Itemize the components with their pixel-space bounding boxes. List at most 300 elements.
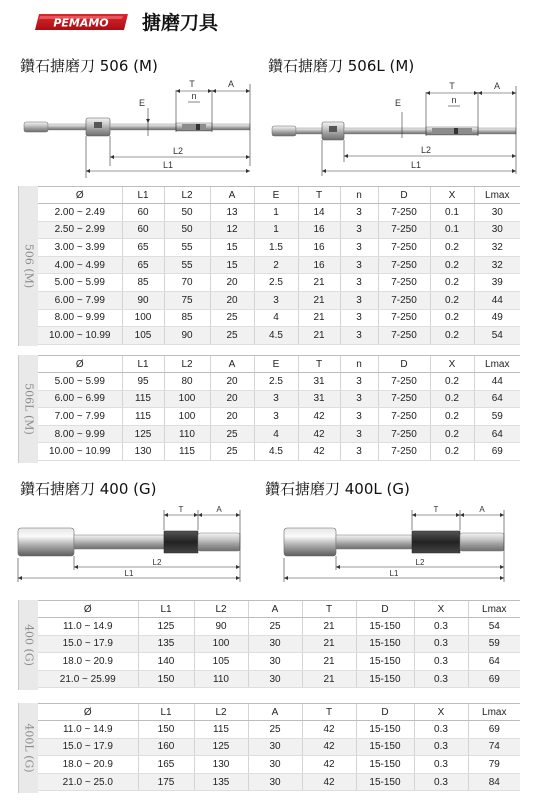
table-row	[38, 721, 520, 739]
table-cell: 25	[248, 618, 302, 636]
diameter-range-cell: 10.00 ~ 10.99	[38, 443, 122, 461]
table-row	[38, 239, 520, 257]
diameter-range-cell: 6.00 ~ 7.99	[38, 291, 122, 309]
col-header: T	[298, 356, 340, 373]
col-header: n	[340, 187, 378, 204]
table-row	[38, 635, 520, 653]
col-header: T	[298, 187, 340, 204]
col-header: L1	[138, 704, 194, 721]
table-cell: 30	[248, 773, 302, 791]
col-header: Lmax	[468, 601, 520, 618]
table-cell: 42	[298, 425, 340, 443]
table-cell: 1	[254, 204, 298, 222]
table-cell: 30	[248, 653, 302, 671]
table-cell: 21	[298, 291, 340, 309]
table-cell: 0.2	[430, 239, 474, 257]
spec-table-400	[38, 600, 520, 688]
diameter-range-cell: 10.00 ~ 10.99	[38, 327, 122, 345]
diameter-range-cell: 4.00 ~ 4.99	[38, 256, 122, 274]
table-cell: 12	[210, 221, 254, 239]
table-cell: 16	[298, 221, 340, 239]
table-cell: 0.2	[430, 309, 474, 327]
table-cell: 105	[194, 653, 248, 671]
table-cell: 69	[474, 443, 520, 461]
table-header-row	[38, 356, 520, 373]
diameter-range-cell: 18.0 ~ 20.9	[38, 653, 138, 671]
table-cell: 39	[474, 274, 520, 292]
table-cell: 70	[164, 274, 210, 292]
table-cell: 1.5	[254, 239, 298, 257]
table-cell: 25	[210, 425, 254, 443]
dim-L2-label: L2	[172, 146, 184, 156]
table-row	[38, 653, 520, 671]
col-header: T	[302, 601, 356, 618]
tool-abrasive-section	[164, 531, 198, 553]
table-cell: 7-250	[378, 390, 430, 408]
table-row	[38, 425, 520, 443]
spec-table-400-block	[18, 600, 520, 690]
dim-T-label: T	[433, 505, 439, 514]
table-cell: 64	[468, 653, 520, 671]
spec-table-506-block	[18, 186, 520, 346]
table-cell: 65	[122, 239, 164, 257]
section-title-506: 鑽石搪磨刀 506 (M)	[20, 57, 158, 75]
table-cell: 4	[254, 425, 298, 443]
table-cell: 2.5	[254, 274, 298, 292]
table-cell: 0.3	[414, 653, 468, 671]
col-header: D	[356, 704, 414, 721]
dim-L1-label: L1	[124, 569, 134, 578]
col-header: A	[248, 704, 302, 721]
table-cell: 3	[254, 408, 298, 426]
table-cell: 15-150	[356, 756, 414, 774]
table-cell: 44	[474, 373, 520, 391]
col-header: Ø	[38, 187, 122, 204]
diameter-range-cell: 15.0 ~ 17.9	[38, 635, 138, 653]
table-cell: 7-250	[378, 239, 430, 257]
table-header-row	[38, 187, 520, 204]
table-cell: 90	[164, 327, 210, 345]
table-cell: 3	[340, 274, 378, 292]
table-cell: 15-150	[356, 773, 414, 791]
col-header: D	[378, 187, 430, 204]
diameter-range-cell: 7.00 ~ 7.99	[38, 408, 122, 426]
dim-A-label: A	[227, 79, 235, 89]
table-cell: 100	[164, 408, 210, 426]
table-cell: 0.3	[414, 773, 468, 791]
table-cell: 125	[122, 425, 164, 443]
table-cell: 42	[302, 756, 356, 774]
tool-abrasive-section	[412, 531, 460, 553]
table-row	[38, 756, 520, 774]
table-cell: 21	[298, 274, 340, 292]
table-cell: 15-150	[356, 738, 414, 756]
diameter-range-cell: 11.0 ~ 14.9	[38, 618, 138, 636]
table-cell: 25	[210, 327, 254, 345]
dim-n-label: n	[191, 91, 197, 101]
diameter-range-cell: 8.00 ~ 9.99	[38, 309, 122, 327]
table-cell: 7-250	[378, 443, 430, 461]
table-cell: 49	[474, 309, 520, 327]
table-row	[38, 291, 520, 309]
table-cell: 30	[474, 221, 520, 239]
table-cell: 0.2	[430, 425, 474, 443]
tool-shaft	[74, 535, 164, 549]
table-cell: 0.2	[430, 274, 474, 292]
table-cell: 80	[164, 373, 210, 391]
dim-L1-label: L1	[410, 160, 422, 170]
dim-E-label: E	[138, 98, 146, 108]
table-cell: 13	[210, 204, 254, 222]
table-cell: 42	[302, 721, 356, 739]
table-cell: 42	[302, 773, 356, 791]
table-cell: 15-150	[356, 618, 414, 636]
table-cell: 7-250	[378, 327, 430, 345]
col-header: Ø	[38, 704, 138, 721]
table-cell: 125	[138, 618, 194, 636]
tool-drawing-400	[14, 500, 254, 586]
tool-shaft	[336, 535, 412, 549]
diameter-range-cell: 5.00 ~ 5.99	[38, 274, 122, 292]
table-row	[38, 274, 520, 292]
table-cell: 3	[340, 204, 378, 222]
dim-A-label: A	[479, 505, 485, 514]
table-cell: 1	[254, 221, 298, 239]
table-cell: 64	[474, 425, 520, 443]
table-cell: 25	[248, 721, 302, 739]
tool-drawing-506l	[266, 76, 526, 180]
table-row	[38, 327, 520, 345]
table-row	[38, 408, 520, 426]
table-cell: 0.3	[414, 721, 468, 739]
table-cell: 110	[164, 425, 210, 443]
tool-shank	[284, 528, 336, 556]
col-header: X	[430, 187, 474, 204]
table-side-band	[18, 186, 38, 346]
col-header: D	[356, 601, 414, 618]
table-cell: 90	[122, 291, 164, 309]
table-cell: 16	[298, 239, 340, 257]
table-cell: 74	[468, 738, 520, 756]
table-cell: 125	[194, 738, 248, 756]
table-side-band	[18, 600, 38, 690]
table-side-label: 400L (G)	[22, 723, 35, 773]
table-cell: 0.2	[430, 443, 474, 461]
brand-logo-text: PEMAMO	[53, 16, 109, 30]
dim-L2-label: L2	[420, 145, 432, 155]
table-cell: 105	[122, 327, 164, 345]
tool-shank	[18, 528, 74, 556]
table-cell: 30	[248, 756, 302, 774]
table-cell: 7-250	[378, 221, 430, 239]
table-cell: 3	[340, 309, 378, 327]
table-cell: 54	[468, 618, 520, 636]
col-header: A	[210, 187, 254, 204]
table-cell: 7-250	[378, 204, 430, 222]
diameter-range-cell: 15.0 ~ 17.9	[38, 738, 138, 756]
col-header: L1	[122, 356, 164, 373]
col-header: X	[430, 356, 474, 373]
table-cell: 69	[468, 721, 520, 739]
table-cell: 0.1	[430, 221, 474, 239]
table-cell: 130	[122, 443, 164, 461]
table-side-band	[18, 355, 38, 463]
table-cell: 54	[474, 327, 520, 345]
table-cell: 7-250	[378, 408, 430, 426]
table-row	[38, 204, 520, 222]
diameter-range-cell: 11.0 ~ 14.9	[38, 721, 138, 739]
table-cell: 135	[138, 635, 194, 653]
table-cell: 3	[254, 291, 298, 309]
table-cell: 55	[164, 256, 210, 274]
col-header: Lmax	[474, 356, 520, 373]
table-cell: 21	[302, 635, 356, 653]
table-cell: 3	[340, 408, 378, 426]
table-cell: 30	[248, 635, 302, 653]
col-header: E	[254, 356, 298, 373]
table-cell: 21	[302, 670, 356, 688]
col-header: L2	[164, 187, 210, 204]
table-cell: 30	[248, 670, 302, 688]
table-row	[38, 618, 520, 636]
dim-L2-label: L2	[152, 558, 162, 567]
dim-E-label: E	[394, 98, 402, 108]
diameter-range-cell: 5.00 ~ 5.99	[38, 373, 122, 391]
table-cell: 20	[210, 373, 254, 391]
table-cell: 0.3	[414, 635, 468, 653]
table-cell: 3	[340, 327, 378, 345]
dim-L2-label: L2	[415, 558, 425, 567]
table-cell: 7-250	[378, 425, 430, 443]
spec-table-400l-block	[18, 703, 520, 793]
table-cell: 85	[164, 309, 210, 327]
section-title-506l: 鑽石搪磨刀 506L (M)	[268, 57, 415, 75]
table-cell: 42	[298, 443, 340, 461]
table-cell: 175	[138, 773, 194, 791]
table-cell: 100	[164, 390, 210, 408]
table-cell: 16	[298, 256, 340, 274]
table-cell: 31	[298, 390, 340, 408]
table-cell: 15-150	[356, 635, 414, 653]
col-header: Ø	[38, 601, 138, 618]
table-cell: 69	[468, 670, 520, 688]
table-side-label: 506 (M)	[22, 243, 35, 289]
tool-drawing-400l	[280, 500, 520, 586]
col-header: L2	[194, 601, 248, 618]
table-cell: 4.5	[254, 443, 298, 461]
page-header	[0, 0, 533, 44]
table-header-row	[38, 601, 520, 618]
table-cell: 4.5	[254, 327, 298, 345]
table-cell: 31	[298, 373, 340, 391]
col-header: E	[254, 187, 298, 204]
table-cell: 95	[122, 373, 164, 391]
table-cell: 75	[164, 291, 210, 309]
table-cell: 60	[122, 221, 164, 239]
table-cell: 4	[254, 309, 298, 327]
table-cell: 100	[122, 309, 164, 327]
table-row	[38, 373, 520, 391]
dim-T-label: T	[178, 505, 184, 514]
table-cell: 0.2	[430, 256, 474, 274]
diameter-range-cell: 21.0 ~ 25.0	[38, 773, 138, 791]
table-cell: 44	[474, 291, 520, 309]
diameter-range-cell: 18.0 ~ 20.9	[38, 756, 138, 774]
table-cell: 2	[254, 256, 298, 274]
dim-n-label: n	[451, 95, 457, 105]
table-row	[38, 256, 520, 274]
spec-table-506	[38, 186, 520, 345]
table-cell: 115	[164, 443, 210, 461]
table-cell: 0.3	[414, 670, 468, 688]
page-title: 搪磨刀具	[142, 12, 219, 34]
table-cell: 20	[210, 408, 254, 426]
col-header: n	[340, 356, 378, 373]
table-cell: 25	[210, 443, 254, 461]
table-cell: 130	[194, 756, 248, 774]
table-cell: 7-250	[378, 309, 430, 327]
table-cell: 21	[302, 618, 356, 636]
table-cell: 20	[210, 274, 254, 292]
col-header: X	[414, 601, 468, 618]
diameter-range-cell: 2.00 ~ 2.49	[38, 204, 122, 222]
table-cell: 84	[468, 773, 520, 791]
table-cell: 90	[194, 618, 248, 636]
dim-A-label: A	[216, 505, 222, 514]
table-side-band	[18, 703, 38, 793]
section-title-400l: 鑽石搪磨刀 400L (G)	[265, 480, 410, 498]
col-header: L1	[138, 601, 194, 618]
col-header: X	[414, 704, 468, 721]
diameter-range-cell: 6.00 ~ 6.99	[38, 390, 122, 408]
table-cell: 3	[340, 221, 378, 239]
col-header: Ø	[38, 356, 122, 373]
table-cell: 7-250	[378, 256, 430, 274]
col-header: L2	[194, 704, 248, 721]
col-header: Lmax	[468, 704, 520, 721]
table-side-label: 506L (M)	[22, 383, 35, 435]
table-cell: 3	[340, 256, 378, 274]
table-cell: 110	[194, 670, 248, 688]
table-cell: 0.2	[430, 408, 474, 426]
table-cell: 7-250	[378, 373, 430, 391]
table-cell: 21	[302, 653, 356, 671]
table-cell: 0.2	[430, 390, 474, 408]
table-cell: 0.3	[414, 756, 468, 774]
table-cell: 3	[340, 373, 378, 391]
table-row	[38, 309, 520, 327]
table-row	[38, 773, 520, 791]
table-cell: 14	[298, 204, 340, 222]
table-cell: 21	[298, 327, 340, 345]
table-cell: 3	[340, 239, 378, 257]
table-cell: 21	[298, 309, 340, 327]
col-header: L1	[122, 187, 164, 204]
spec-table-506l	[38, 355, 520, 461]
table-cell: 50	[164, 204, 210, 222]
table-cell: 55	[164, 239, 210, 257]
table-cell: 30	[474, 204, 520, 222]
table-cell: 0.2	[430, 327, 474, 345]
table-cell: 115	[122, 408, 164, 426]
table-row	[38, 738, 520, 756]
table-row	[38, 670, 520, 688]
table-row	[38, 443, 520, 461]
table-cell: 0.2	[430, 291, 474, 309]
table-cell: 0.3	[414, 618, 468, 636]
col-header: Lmax	[474, 187, 520, 204]
dim-T-label: T	[449, 81, 455, 91]
table-cell: 32	[474, 239, 520, 257]
table-cell: 0.2	[430, 373, 474, 391]
table-cell: 20	[210, 390, 254, 408]
table-cell: 65	[122, 256, 164, 274]
table-row	[38, 390, 520, 408]
table-cell: 100	[194, 635, 248, 653]
col-header: L2	[164, 356, 210, 373]
table-cell: 3	[340, 443, 378, 461]
tool-drawing-506	[18, 74, 268, 180]
table-cell: 150	[138, 670, 194, 688]
table-cell: 30	[248, 738, 302, 756]
table-cell: 59	[468, 635, 520, 653]
brand-logo	[33, 13, 130, 31]
table-cell: 3	[340, 291, 378, 309]
diameter-range-cell: 8.00 ~ 9.99	[38, 425, 122, 443]
dim-A-label: A	[493, 81, 501, 91]
table-cell: 15	[210, 239, 254, 257]
table-cell: 150	[138, 721, 194, 739]
table-cell: 115	[194, 721, 248, 739]
section-title-400: 鑽石搪磨刀 400 (G)	[20, 480, 157, 498]
table-cell: 42	[298, 408, 340, 426]
table-cell: 2.5	[254, 373, 298, 391]
table-cell: 0.3	[414, 738, 468, 756]
table-cell: 85	[122, 274, 164, 292]
table-cell: 59	[474, 408, 520, 426]
table-cell: 165	[138, 756, 194, 774]
dim-L1-label: L1	[162, 160, 174, 170]
dim-L1-label: L1	[389, 569, 399, 578]
col-header: T	[302, 704, 356, 721]
table-cell: 42	[302, 738, 356, 756]
spec-table-400l	[38, 703, 520, 791]
col-header: A	[210, 356, 254, 373]
table-cell: 3	[254, 390, 298, 408]
table-cell: 3	[340, 390, 378, 408]
diameter-range-cell: 2.50 ~ 2.99	[38, 221, 122, 239]
dim-T-label: T	[189, 79, 195, 89]
table-cell: 15-150	[356, 670, 414, 688]
table-cell: 160	[138, 738, 194, 756]
table-cell: 60	[122, 204, 164, 222]
table-cell: 135	[194, 773, 248, 791]
col-header: A	[248, 601, 302, 618]
table-cell: 64	[474, 390, 520, 408]
table-cell: 15-150	[356, 721, 414, 739]
table-cell: 50	[164, 221, 210, 239]
col-header: D	[378, 356, 430, 373]
table-cell: 7-250	[378, 274, 430, 292]
table-cell: 15	[210, 256, 254, 274]
table-side-label: 400 (G)	[22, 624, 35, 666]
table-cell: 3	[340, 425, 378, 443]
table-header-row	[38, 704, 520, 721]
table-cell: 32	[474, 256, 520, 274]
table-row	[38, 221, 520, 239]
diameter-range-cell: 21.0 ~ 25.99	[38, 670, 138, 688]
table-cell: 115	[122, 390, 164, 408]
